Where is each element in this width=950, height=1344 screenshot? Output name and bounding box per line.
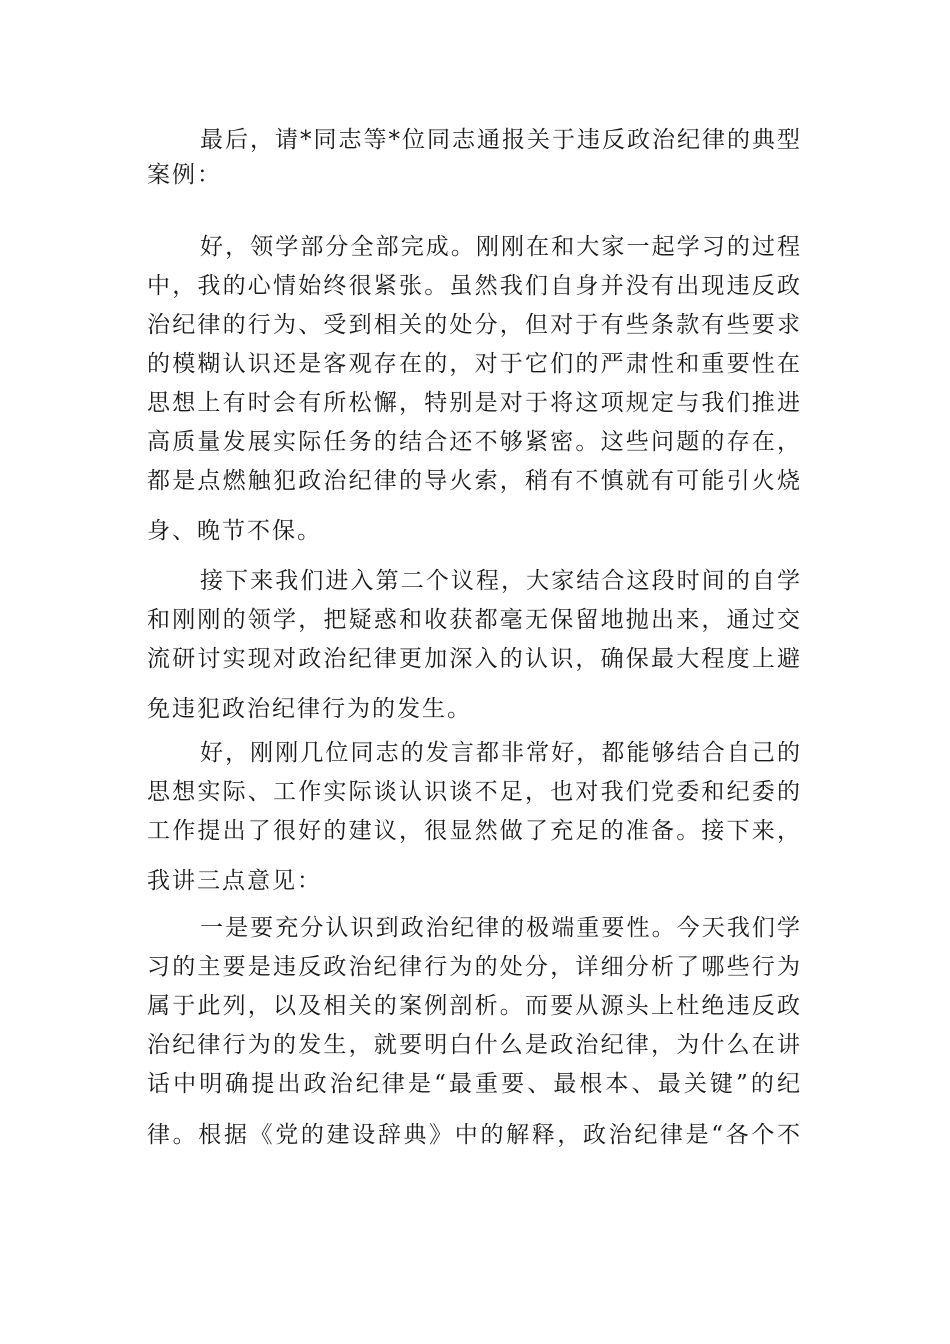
text-line: 话中明确提出政治纪律是“最重要、最根本、最关键”的纪 xyxy=(147,1071,802,1097)
text-line: 都是点燃触犯政治纪律的导火索，稍有不慎就有可能引火烧 xyxy=(147,468,802,494)
text-line: 属于此列，以及相关的案例剖析。而要从源头上杜绝违反政 xyxy=(147,993,802,1019)
text-line: 一是要充分认识到政治纪律的极端重要性。今天我们学 xyxy=(200,915,802,941)
text-line: 接下来我们进入第二个议程，大家结合这段时间的自学 xyxy=(200,568,802,594)
text-line: 最后，请*同志等*位同志通报关于违反政治纪律的典型 xyxy=(200,127,802,153)
text-line: 流研讨实现对政治纪律更加深入的认识，确保最大程度上避 xyxy=(147,646,802,672)
text-line: 工作提出了很好的建议，很显然做了充足的准备。接下来， xyxy=(147,818,802,844)
text-line: 中，我的心情始终很紧张。虽然我们自身并没有出现违反政 xyxy=(147,273,802,299)
text-line: 律。根据《党的建设辞典》中的解释，政治纪律是“各个不 xyxy=(147,1122,802,1148)
text-line: 治纪律行为的发生，就要明白什么是政治纪律，为什么在讲 xyxy=(147,1032,802,1058)
text-line: 身、晚节不保。 xyxy=(147,518,322,544)
text-line: 的模糊认识还是客观存在的，对于它们的严肃性和重要性在 xyxy=(147,351,802,377)
text-line: 案例： xyxy=(147,162,222,188)
text-line: 好，刚刚几位同志的发言都非常好，都能够结合自己的 xyxy=(200,740,802,766)
text-line: 习的主要是违反政治纪律行为的处分，详细分析了哪些行为 xyxy=(147,954,802,980)
text-line: 免违犯政治纪律行为的发生。 xyxy=(147,696,472,722)
text-line: 治纪律的行为、受到相关的处分，但对于有些条款有些要求 xyxy=(147,312,802,338)
text-line: 思想实际、工作实际谈认识谈不足，也对我们党委和纪委的 xyxy=(147,779,802,805)
text-line: 思想上有时会有所松懈，特别是对于将这项规定与我们推进 xyxy=(147,390,802,416)
text-line: 和刚刚的领学，把疑惑和收获都毫无保留地抛出来，通过交 xyxy=(147,607,802,633)
text-line: 我讲三点意见： xyxy=(147,868,322,894)
text-line: 好，领学部分全部完成。刚刚在和大家一起学习的过程 xyxy=(200,234,802,260)
text-line: 高质量发展实际任务的结合还不够紧密。这些问题的存在， xyxy=(147,429,802,455)
